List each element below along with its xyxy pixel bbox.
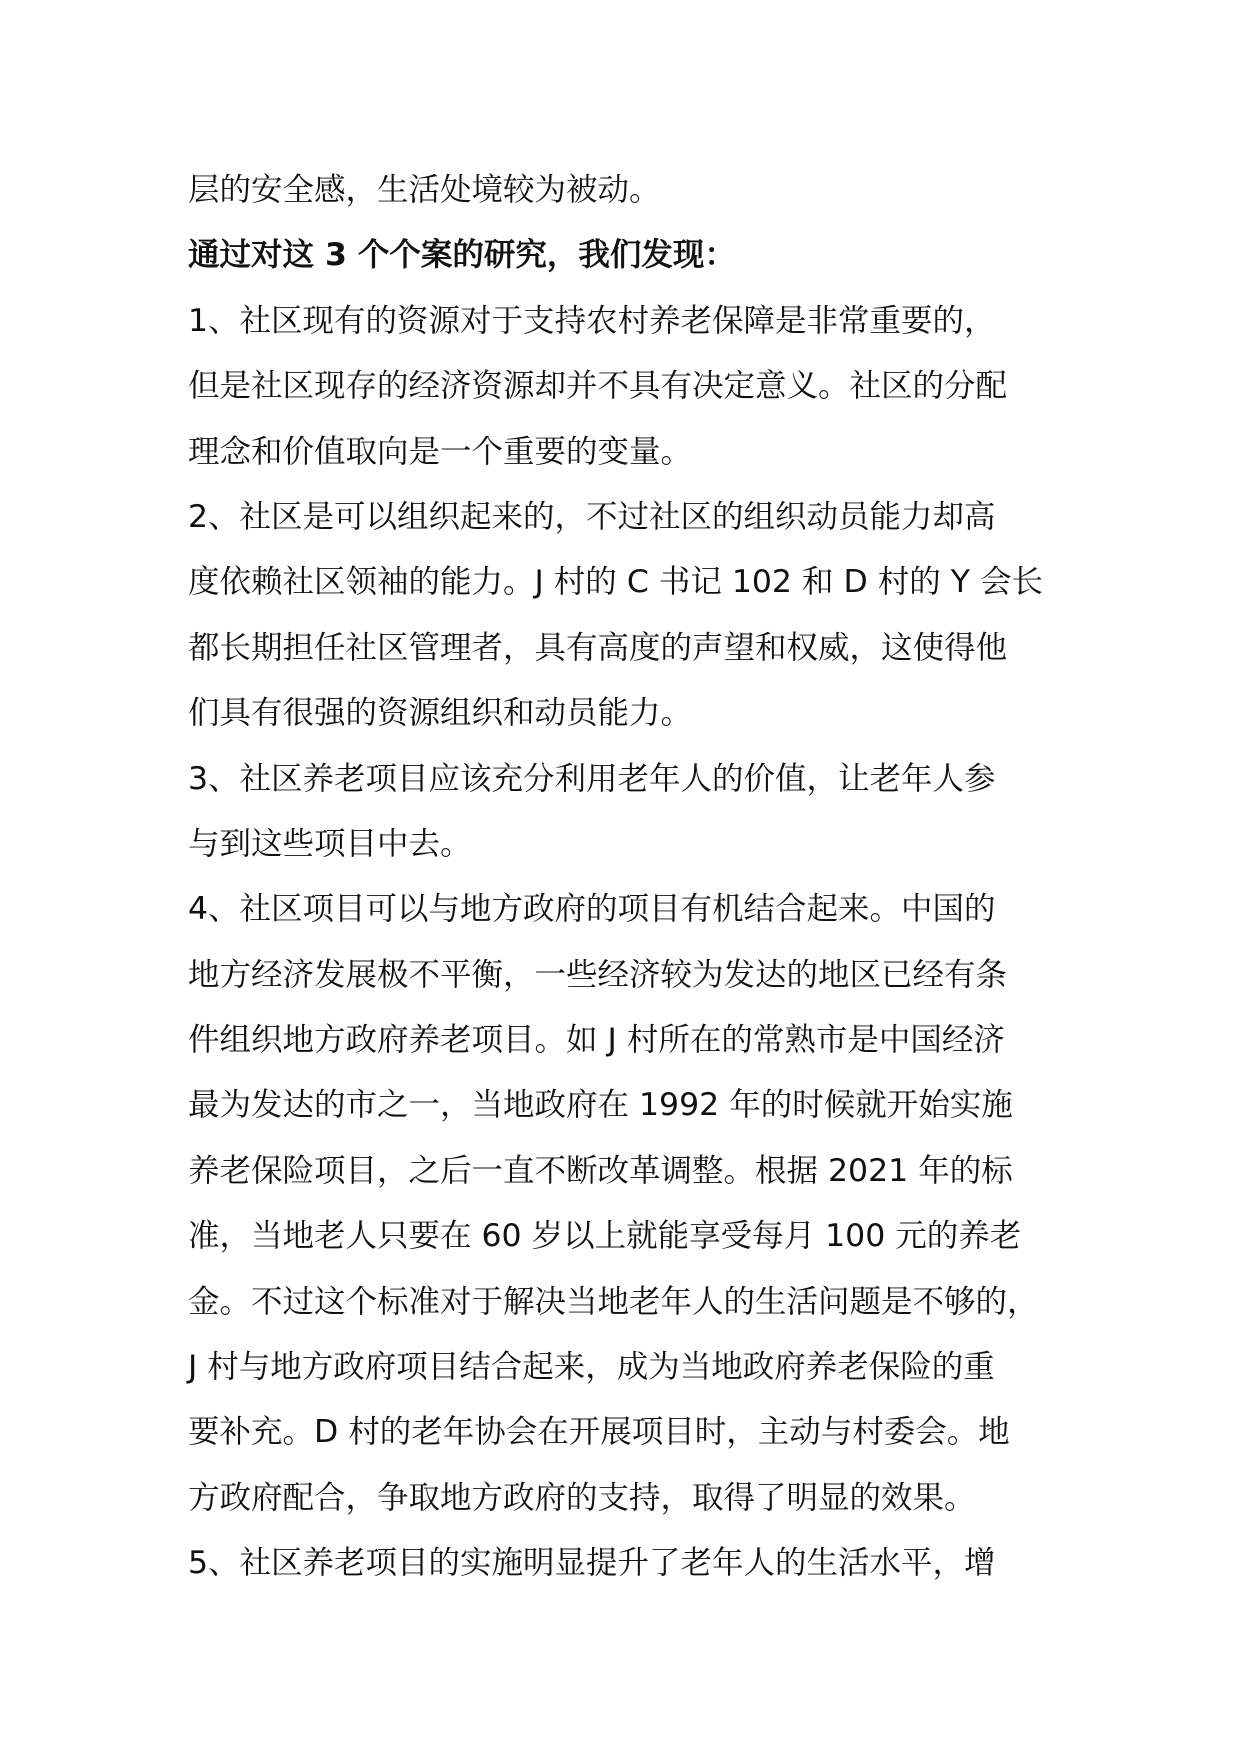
paragraph-line: J 村与地方政府项目结合起来，成为当地政府养老保险的重 xyxy=(188,1349,995,1386)
paragraph-line: 养老保险项目，之后一直不断改革调整。根据 2021 年的标 xyxy=(188,1152,1013,1189)
paragraph-line: 金。不过这个标准对于解决当地老年人的生活问题是不够的， xyxy=(188,1283,1039,1320)
paragraph-line: 们具有很强的资源组织和动员能力。 xyxy=(188,695,693,732)
paragraph-line: 但是社区现存的经济资源却并不具有决定意义。社区的分配 xyxy=(188,368,1008,405)
paragraph-line: 最为发达的市之一，当地政府在 1992 年的时候就开始实施 xyxy=(188,1087,1013,1124)
paragraph-line: 准，当地老人只要在 60 岁以上就能享受每月 100 元的养老 xyxy=(188,1218,1022,1255)
paragraph-line: 要补充。D 村的老年协会在开展项目时，主动与村委会。地 xyxy=(188,1414,1010,1451)
paragraph-line: 5、社区养老项目的实施明显提升了老年人的生活水平，增 xyxy=(188,1545,996,1582)
paragraph-line: 3、社区养老项目应该充分利用老年人的价值，让老年人参 xyxy=(188,760,996,797)
paragraph-line: 1、社区现有的资源对于支持农村养老保障是非常重要的， xyxy=(188,302,996,339)
paragraph-line: 度依赖社区领袖的能力。J 村的 C 书记 102 和 D 村的 Y 会长 xyxy=(188,564,1044,601)
paragraph-line: 与到这些项目中去。 xyxy=(188,825,472,862)
paragraph-line: 方政府配合，争取地方政府的支持，取得了明显的效果。 xyxy=(188,1479,976,1516)
paragraph-line: 都长期担任社区管理者，具有高度的声望和权威，这使得他 xyxy=(188,629,1008,666)
paragraph-line: 2、社区是可以组织起来的，不过社区的组织动员能力却高 xyxy=(188,498,996,535)
paragraph-line: 层的安全感，生活处境较为被动。 xyxy=(188,172,661,208)
paragraph-line: 理念和价值取向是一个重要的变量。 xyxy=(188,433,693,470)
document-body xyxy=(188,158,1068,1597)
paragraph-line: 件组织地方政府养老项目。如 J 村所在的常熟市是中国经济 xyxy=(188,1022,1005,1059)
paragraph-line: 地方经济发展极不平衡，一些经济较为发达的地区已经有条 xyxy=(188,956,1008,993)
paragraph-line: 4、社区项目可以与地方政府的项目有机结合起来。中国的 xyxy=(188,891,996,928)
section-heading-line: 通过对这 3 个个案的研究，我们发现： xyxy=(188,237,736,274)
